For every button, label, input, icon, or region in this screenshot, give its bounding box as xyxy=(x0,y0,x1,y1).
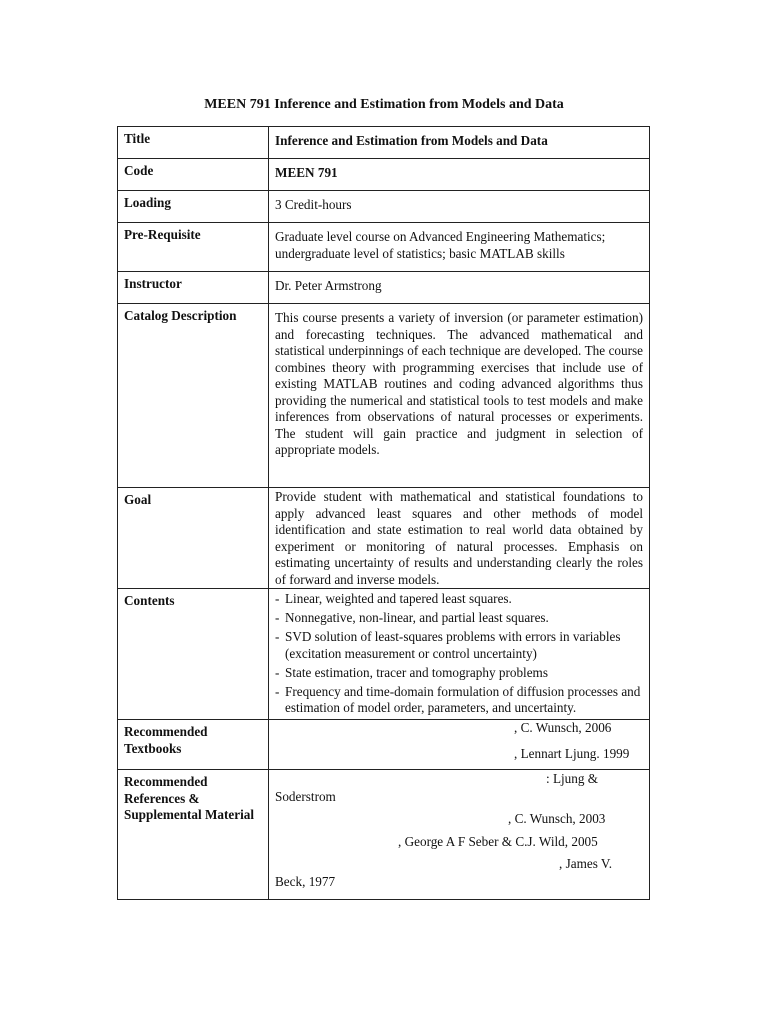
row-instructor xyxy=(118,272,650,304)
instructor-label: Instructor xyxy=(118,272,269,304)
list-item: - SVD solution of least-squares problems with errors in variables (excitation measurement or control uncertainty) xyxy=(275,629,643,662)
row-code xyxy=(118,159,650,191)
list-item: - Linear, weighted and tapered least squares. xyxy=(275,591,643,608)
textbooks-label: Recommended Textbooks xyxy=(118,720,269,770)
loading-label: Loading xyxy=(118,191,269,223)
row-prerequisite xyxy=(118,223,650,272)
row-references xyxy=(118,770,650,900)
list-item: - Frequency and time-domain formulation of diffusion processes and estimation of model order, parameters, and uncertainty. xyxy=(275,684,643,717)
row-catalog-description xyxy=(118,304,650,488)
textbook-line: , C. Wunsch, 2006 xyxy=(514,720,612,735)
contents-list xyxy=(275,591,643,717)
contents-value xyxy=(269,589,650,720)
course-info-table xyxy=(117,126,650,900)
reference-line: Soderstrom xyxy=(275,788,336,804)
catalog-value: This course presents a variety of inversion (or parameter estimation) and forecasting techniques. The advanced mathematical and statistical underpinnings of each technique are developed. The course combines theory with programming exercises that include use of existing MATLAB routines and coding advanced algorithms thus providing the numerical and statistical tools to test models and make inferences from observations of natural processes or experiments. The student will gain practice and judgment in selection of appropriate models. xyxy=(269,304,650,488)
code-value: MEEN 791 xyxy=(269,159,650,191)
prerequisite-label: Pre-Requisite xyxy=(118,223,269,272)
prerequisite-value: Graduate level course on Advanced Engineering Mathematics; undergraduate level of statistics; basic MATLAB skills xyxy=(269,223,650,272)
list-item: - State estimation, tracer and tomography problems xyxy=(275,665,643,682)
page-title: MEEN 791 Inference and Estimation from Models and Data xyxy=(204,97,564,112)
references-value xyxy=(269,770,650,900)
reference-line: , James V. xyxy=(559,856,612,871)
contents-label: Contents xyxy=(118,589,269,720)
reference-line: , C. Wunsch, 2003 xyxy=(508,811,606,826)
reference-line: : Ljung & xyxy=(546,771,599,786)
references-label: Recommended References & Supplemental Material xyxy=(118,770,269,900)
loading-value: 3 Credit-hours xyxy=(269,191,650,223)
row-loading xyxy=(118,191,650,223)
row-title xyxy=(118,127,650,159)
title-label: Title xyxy=(118,127,269,159)
list-item: - Nonnegative, non-linear, and partial least squares. xyxy=(275,610,643,627)
textbook-line: , Lennart Ljung. 1999 xyxy=(514,745,630,761)
textbooks-value xyxy=(269,720,650,770)
instructor-value: Dr. Peter Armstrong xyxy=(269,272,650,304)
reference-line: Beck, 1977 xyxy=(275,873,336,889)
reference-line: , George A F Seber & C.J. Wild, 2005 xyxy=(398,833,598,849)
goal-label: Goal xyxy=(118,488,269,589)
catalog-label: Catalog Description xyxy=(118,304,269,488)
goal-value: Provide student with mathematical and statistical foundations to apply advanced least squares and other methods of model identification and state estimation to real world data obtained by experiment or monitoring of natural processes. Emphasis on estimating uncertainty of results and understanding clearly the roles of forward and inverse models. xyxy=(269,488,650,589)
code-label: Code xyxy=(118,159,269,191)
row-textbooks xyxy=(118,720,650,770)
title-value: Inference and Estimation from Models and Data xyxy=(269,127,650,159)
row-goal xyxy=(118,488,650,589)
row-contents xyxy=(118,589,650,720)
